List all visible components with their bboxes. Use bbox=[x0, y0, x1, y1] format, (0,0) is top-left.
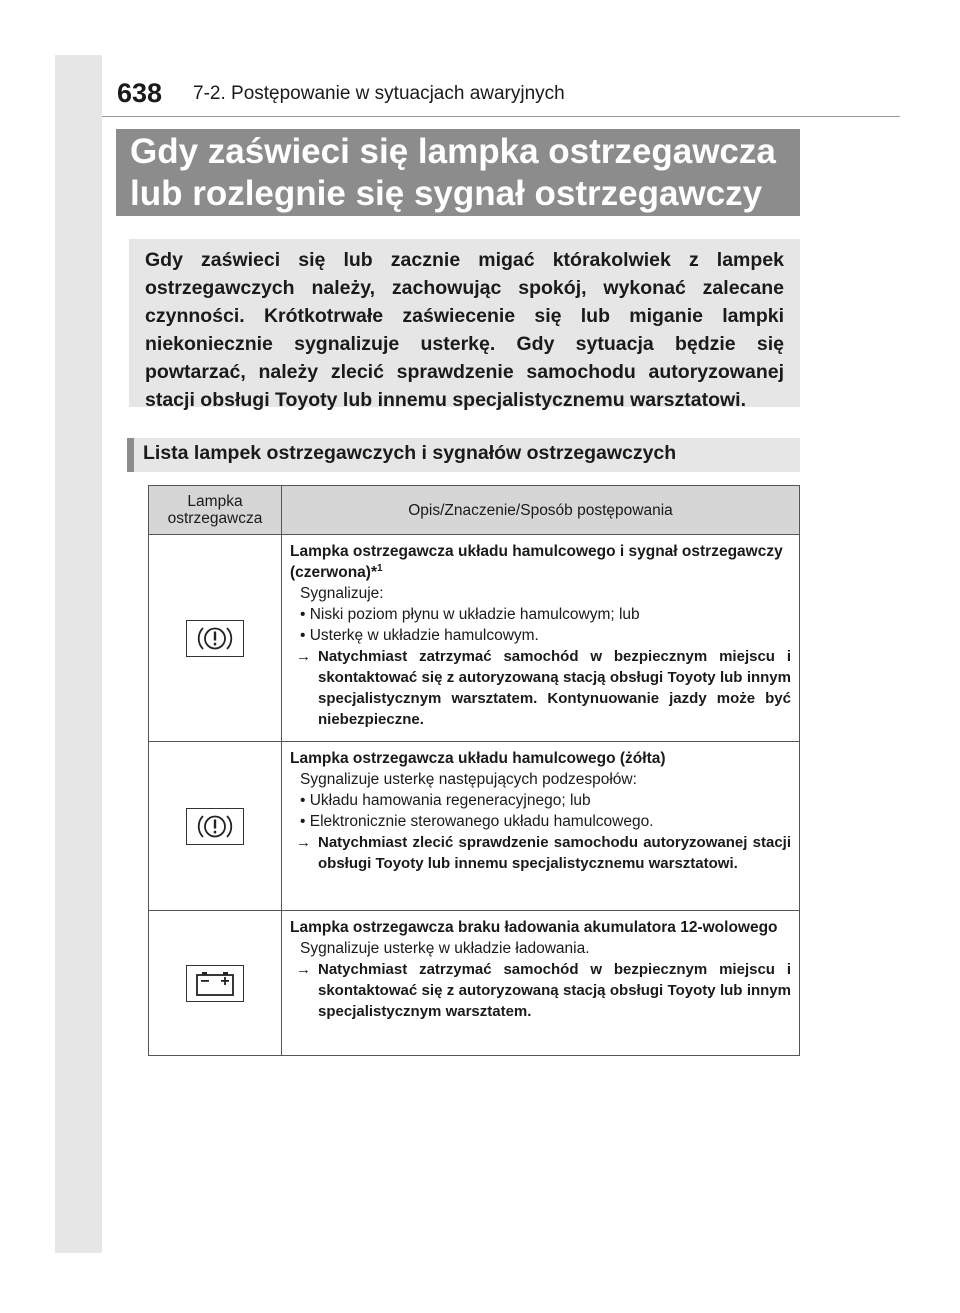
subheading bbox=[127, 438, 800, 472]
icon-cell bbox=[149, 742, 282, 911]
row-title: Lampka ostrzegawcza układu hamulcowego (żółta) bbox=[290, 750, 666, 767]
arrow-icon: → bbox=[296, 961, 311, 978]
page-number: 638 bbox=[117, 78, 163, 108]
description-cell bbox=[282, 742, 800, 911]
table-row bbox=[149, 911, 800, 1056]
page-title-line-1: Gdy zaświeci się lampka ostrzegawcza bbox=[130, 132, 776, 171]
page-header bbox=[102, 78, 900, 117]
arrow-icon: → bbox=[296, 648, 311, 665]
row-line: Sygnalizuje usterkę w układzie ładowania. bbox=[300, 940, 590, 957]
row-title: Lampka ostrzegawcza braku ładowania akumulatora 12-wolowego bbox=[290, 919, 778, 936]
row-line: Sygnalizuje: bbox=[300, 585, 384, 602]
row-action bbox=[290, 959, 791, 1022]
subheading-text: Lista lampek ostrzegawczych i sygnałów ostrzegawczych bbox=[143, 442, 677, 464]
page-title bbox=[116, 129, 800, 216]
column-header-lamp-line-1: Lampka bbox=[187, 493, 243, 510]
arrow-icon: → bbox=[296, 834, 311, 851]
page-title-line-2: lub rozlegnie się sygnał ostrzegawczy bbox=[130, 174, 763, 213]
section-label: 7-2. Postępowanie w sytuacjach awaryjnych bbox=[193, 83, 565, 104]
table-row bbox=[149, 535, 800, 742]
row-action bbox=[290, 646, 791, 730]
intro-text: Gdy zaświeci się lub zacznie migać którakolwiek z lampek ostrzegawczych należy, zachowując spokój, wykonać zalecane czynności. Krótkotrwałe zaświecenie się lub miganie lampki niekoniecznie sygnalizuje usterkę. Gdy sytuacja będzie się powtarzać, należy zlecić sprawdzenie samochodu autoryzowanej stacji obsługi Toyoty lub innemu specjalistycznemu warsztatowi. bbox=[145, 249, 784, 411]
description-cell bbox=[282, 911, 800, 1056]
column-header-lamp bbox=[149, 486, 282, 535]
brake-warning-icon bbox=[186, 620, 244, 657]
warning-lamps-table bbox=[148, 485, 800, 1056]
description-cell bbox=[282, 535, 800, 742]
row-action-text: Natychmiast zatrzymać samochód w bezpiecznym miejscu i skontaktować się z autoryzowaną stacją obsługi Toyoty lub innym specjalistycznym warsztatem. bbox=[318, 961, 791, 1020]
footnote-marker: 1 bbox=[377, 562, 383, 574]
row-title-text: Lampka ostrzegawcza układu hamulcowego i sygnał ostrzegawczy (czerwona)* bbox=[290, 543, 783, 581]
row-line: • Niski poziom płynu w układzie hamulcowym; lub bbox=[300, 606, 640, 623]
table-row bbox=[149, 742, 800, 911]
row-action-text: Natychmiast zatrzymać samochód w bezpiecznym miejscu i skontaktować się z autoryzowaną stacją obsługi Toyoty lub innym specjalistycznym warsztatem. Kontynuowanie jazdy może być niebezpieczne. bbox=[318, 648, 791, 728]
row-action-text: Natychmiast zlecić sprawdzenie samochodu autoryzowanej stacji obsługi Toyoty lub innemu specjalistycznemu warsztatowi. bbox=[318, 834, 791, 872]
row-line: Sygnalizuje usterkę następujących podzespołów: bbox=[300, 771, 637, 788]
brake-warning-icon bbox=[186, 808, 244, 845]
table-header-row bbox=[149, 486, 800, 535]
row-line: • Układu hamowania regeneracyjnego; lub bbox=[300, 792, 591, 809]
row-action bbox=[290, 832, 791, 874]
icon-cell bbox=[149, 911, 282, 1056]
column-header-description: Opis/Znaczenie/Sposób postępowania bbox=[282, 486, 800, 535]
row-line: • Elektronicznie sterowanego układu hamulcowego. bbox=[300, 813, 654, 830]
icon-cell bbox=[149, 535, 282, 742]
row-title bbox=[290, 541, 791, 583]
side-margin-strip bbox=[55, 55, 102, 1253]
row-line: • Usterkę w układzie hamulcowym. bbox=[300, 627, 539, 644]
column-header-lamp-line-2: ostrzegawcza bbox=[167, 510, 263, 527]
intro-box bbox=[129, 239, 800, 411]
battery-icon bbox=[186, 965, 244, 1002]
